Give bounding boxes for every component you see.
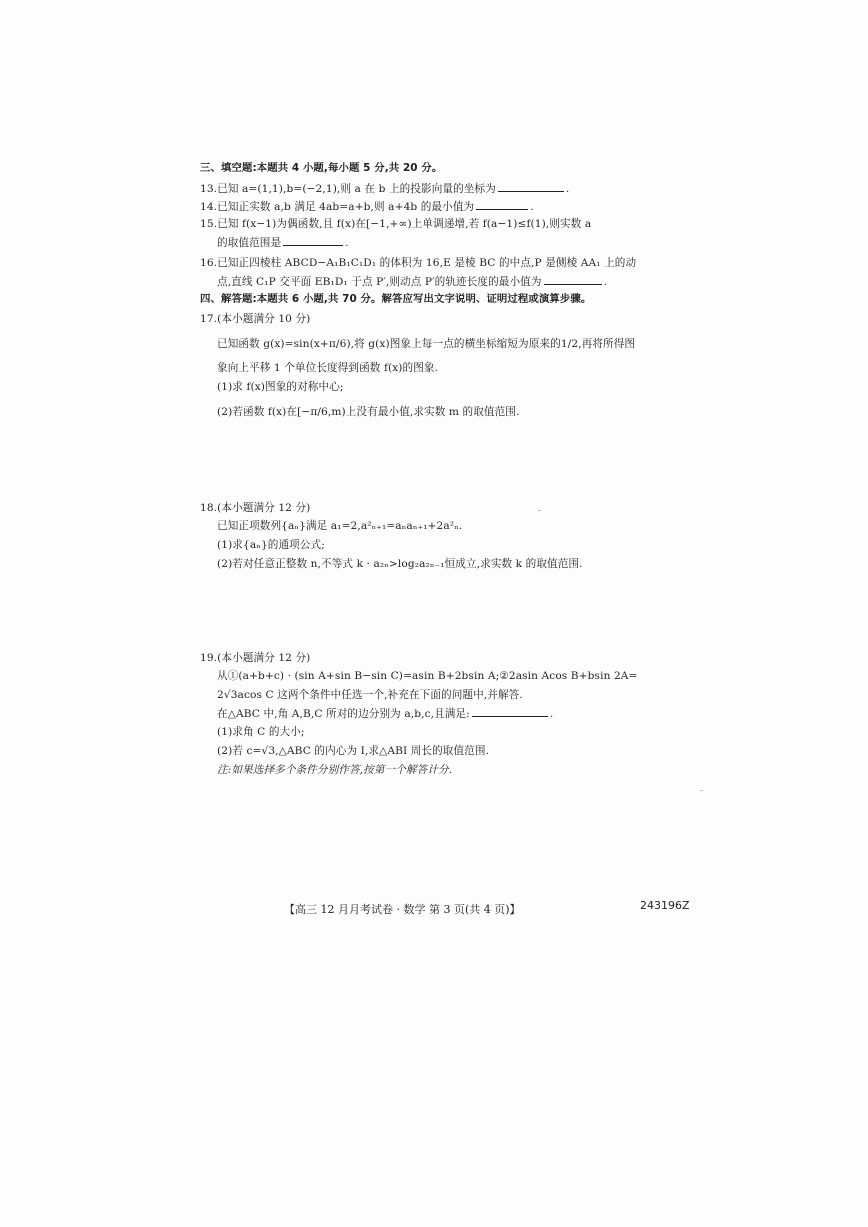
q19-line2: 2√3acos C 这两个条件中任选一个,补充在下面的问题中,并解答. bbox=[217, 689, 523, 701]
q19-part1: (1)求角 C 的大小; bbox=[217, 726, 305, 738]
q19-line3-text: 在△ABC 中,角 A,B,C 所对的边分别为 a,b,c,且满足: bbox=[217, 708, 470, 720]
q17-line2: 象向上平移 1 个单位长度得到函数 f(x)的图象. bbox=[217, 362, 439, 374]
question-16-line1: 16.已知正四棱柱 ABCD−A₁B₁C₁D₁ 的体积为 16,E 是棱 BC 的中点,P 是侧棱 AA₁ 上的动 bbox=[200, 257, 637, 269]
q17-part1: (1)求 f(x)图象的对称中心; bbox=[217, 381, 344, 393]
answer-blank-13[interactable] bbox=[498, 182, 564, 192]
question-15-line1: 15.已知 f(x−1)为偶函数,且 f(x)在[−1,+∞)上单调递增,若 f(a−1)≤f(1),则实数 a bbox=[200, 218, 592, 230]
answer-blank-19[interactable] bbox=[472, 707, 548, 717]
scan-speck bbox=[538, 510, 541, 511]
q19-part2: (2)若 c=√3,△ABC 的内心为 I,求△ABI 周长的取值范围. bbox=[217, 745, 490, 757]
paper-code: 243196Z bbox=[640, 899, 690, 912]
q17-part2: (2)若函数 f(x)在[−π/6,m)上没有最小值,求实数 m 的取值范围. bbox=[217, 406, 520, 418]
answer-blank-16[interactable] bbox=[544, 275, 602, 285]
q18-part1: (1)求{aₙ}的通项公式; bbox=[217, 539, 325, 551]
q18-part2: (2)若对任意正整数 n,不等式 k · a₂ₙ>log₂a₂ₙ₋₁恒成立,求实数 k 的取值范围. bbox=[217, 558, 583, 570]
question-15-line2: 的取值范围是 . bbox=[217, 237, 349, 249]
question-14-text: 14.已知正实数 a,b 满足 4ab=a+b,则 a+4b 的最小值为 bbox=[200, 201, 475, 213]
question-14: 14.已知正实数 a,b 满足 4ab=a+b,则 a+4b 的最小值为 . bbox=[200, 201, 534, 213]
section3-heading: 三、填空题:本题共 4 小题,每小题 5 分,共 20 分。 bbox=[200, 162, 443, 174]
question-13-text: 13.已知 a=(1,1),b=(−2,1),则 a 在 b 上的投影向量的坐标为 bbox=[200, 183, 496, 195]
question-13: 13.已知 a=(1,1),b=(−2,1),则 a 在 b 上的投影向量的坐标为 . bbox=[200, 183, 570, 195]
question-16-line2: 点,直线 C₁P 交平面 EB₁D₁ 于点 P′,则动点 P′的轨迹长度的最小值为 . bbox=[217, 276, 608, 288]
q18-title: 18.(本小题满分 12 分) bbox=[200, 502, 311, 514]
answer-blank-14[interactable] bbox=[476, 200, 528, 210]
page-footer: 【高三 12 月月考试卷 · 数学 第 3 页(共 4 页)】 bbox=[284, 903, 521, 916]
q19-line3: 在△ABC 中,角 A,B,C 所对的边分别为 a,b,c,且满足: . bbox=[217, 708, 554, 720]
q18-line1: 已知正项数列{aₙ}满足 a₁=2,a²ₙ₊₁=aₙaₙ₊₁+2a²ₙ. bbox=[217, 520, 463, 532]
question-15-text: 的取值范围是 bbox=[217, 237, 282, 249]
answer-blank-15[interactable] bbox=[283, 236, 343, 246]
q19-title: 19.(本小题满分 12 分) bbox=[200, 652, 311, 664]
section4-heading: 四、解答题:本题共 6 小题,共 70 分。解答应写出文字说明、证明过程或演算步骤。 bbox=[200, 293, 592, 305]
q17-title: 17.(本小题满分 10 分) bbox=[200, 313, 311, 325]
q19-note: 注:如果选择多个条件分别作答,按第一个解答计分. bbox=[217, 764, 453, 776]
scan-speck bbox=[700, 790, 703, 791]
q19-line1: 从①(a+b+c) · (sin A+sin B−sin C)=asin B+2bsin A;②2asin Acos B+bsin 2A= bbox=[217, 670, 638, 682]
q17-line1: 已知函数 g(x)=sin(x+π/6),将 g(x)图象上每一点的横坐标缩短为原来的1/2,再将所得图 bbox=[217, 338, 636, 350]
question-16-text: 点,直线 C₁P 交平面 EB₁D₁ 于点 P′,则动点 P′的轨迹长度的最小值为 bbox=[217, 276, 542, 288]
